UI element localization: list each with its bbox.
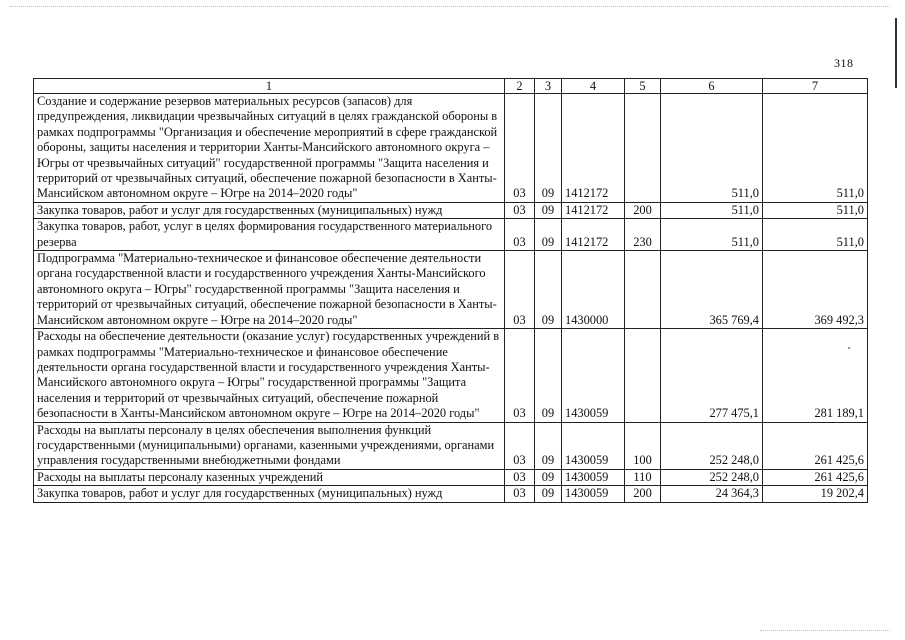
- row-target-code: 1430059: [562, 486, 625, 502]
- page-edge-mark: [895, 18, 897, 88]
- row-amount-1: 252 248,0: [661, 469, 763, 485]
- row-section: 03: [505, 422, 535, 469]
- row-expense-type: [625, 94, 661, 203]
- row-subsection: 09: [535, 94, 562, 203]
- header-row: [34, 79, 868, 94]
- row-section: 03: [505, 219, 535, 251]
- scan-artifact-top: [10, 6, 890, 9]
- row-subsection: 09: [535, 469, 562, 485]
- row-expense-type: [625, 329, 661, 422]
- row-subsection: 09: [535, 251, 562, 329]
- row-target-code: 1430000: [562, 251, 625, 329]
- row-name: Закупка товаров, работ и услуг для государственных (муниципальных) нужд: [34, 202, 505, 218]
- table-row: [34, 422, 868, 469]
- row-expense-type: 100: [625, 422, 661, 469]
- table-row: [34, 219, 868, 251]
- row-target-code: 1412172: [562, 94, 625, 203]
- row-section: 03: [505, 251, 535, 329]
- row-expense-type: 230: [625, 219, 661, 251]
- table-row: [34, 469, 868, 485]
- row-expense-type: 200: [625, 202, 661, 218]
- column-header-5: 5: [625, 79, 661, 94]
- column-header-7: 7: [763, 79, 868, 94]
- row-amount-1: 277 475,1: [661, 329, 763, 422]
- page-number: 318: [834, 56, 854, 70]
- row-section: 03: [505, 329, 535, 422]
- row-amount-2: 511,0: [763, 202, 868, 218]
- table-row: [34, 329, 868, 422]
- row-amount-1: 24 364,3: [661, 486, 763, 502]
- table-row: [34, 486, 868, 502]
- row-amount-1: 511,0: [661, 202, 763, 218]
- row-expense-type: 110: [625, 469, 661, 485]
- budget-table: [33, 78, 868, 503]
- row-subsection: 09: [535, 329, 562, 422]
- row-amount-2: 369 492,3: [763, 251, 868, 329]
- row-section: 03: [505, 94, 535, 203]
- row-amount-2: 511,0: [763, 94, 868, 203]
- row-amount-2: 261 425,6: [763, 422, 868, 469]
- row-subsection: 09: [535, 219, 562, 251]
- row-subsection: 09: [535, 202, 562, 218]
- row-amount-1: 365 769,4: [661, 251, 763, 329]
- row-section: 03: [505, 486, 535, 502]
- table-row: [34, 202, 868, 218]
- row-name: Расходы на выплаты персоналу в целях обеспечения выполнения функций государственными (муниципальными) органами, казенными учреждениями, органами управления государственными внебюджетными фондами: [34, 422, 505, 469]
- row-subsection: 09: [535, 422, 562, 469]
- row-amount-1: 511,0: [661, 94, 763, 203]
- row-name: Создание и содержание резервов материальных ресурсов (запасов) для предупреждения, ликвидации чрезвычайных ситуаций в целях гражданской обороны в рамках подпрограммы "Организация и обеспечение мероприятий в сфере гражданской обороны, защиты населения и территории Ханты-Мансийского автономного округа – Югры от чрезвычайных ситуаций" государственной программы "Защита населения и территорий от чрезвычайных ситуаций, обеспечение пожарной безопасности в Ханты-Мансийском автономном округе – Югре на 2014–2020 годы": [34, 94, 505, 203]
- column-header-2: 2: [505, 79, 535, 94]
- column-header-1: 1: [34, 79, 505, 94]
- row-amount-1: 252 248,0: [661, 422, 763, 469]
- row-amount-2: 281 189,1: [763, 329, 868, 422]
- row-name: Подпрограмма "Материально-техническое и финансовое обеспечение деятельности органа государственной власти и государственного учреждения Ханты-Мансийского автономного округа – Югры" государственной программы "Защита населения и территорий от чрезвычайных ситуаций, обеспечение пожарной безопасности в Ханты-Мансийском автономном округе – Югре на 2014–2020 годы": [34, 251, 505, 329]
- scan-artifact-bottom: [760, 630, 890, 633]
- row-target-code: 1430059: [562, 422, 625, 469]
- row-name: Закупка товаров, работ, услуг в целях формирования государственного материального резерва: [34, 219, 505, 251]
- row-target-code: 1412172: [562, 219, 625, 251]
- row-amount-2: 261 425,6: [763, 469, 868, 485]
- row-target-code: 1412172: [562, 202, 625, 218]
- column-header-6: 6: [661, 79, 763, 94]
- table-row: [34, 94, 868, 203]
- row-amount-2: 19 202,4: [763, 486, 868, 502]
- row-expense-type: 200: [625, 486, 661, 502]
- row-name: Расходы на обеспечение деятельности (оказание услуг) государственных учреждений в рамках подпрограммы "Материально-техническое и финансовое обеспечение деятельности органа государственной власти и государственного учреждения Ханты-Мансийского автономного округа – Югры" государственной программы "Защита населения и территорий от чрезвычайных ситуаций, обеспечение пожарной безопасности в Ханты-Мансийском автономном округе – Югре на 2014–2020 годы": [34, 329, 505, 422]
- row-name: Закупка товаров, работ и услуг для государственных (муниципальных) нужд: [34, 486, 505, 502]
- row-target-code: 1430059: [562, 329, 625, 422]
- column-header-4: 4: [562, 79, 625, 94]
- row-subsection: 09: [535, 486, 562, 502]
- row-section: 03: [505, 469, 535, 485]
- row-section: 03: [505, 202, 535, 218]
- scan-artifact-mark: [848, 347, 850, 349]
- row-target-code: 1430059: [562, 469, 625, 485]
- table-row: [34, 251, 868, 329]
- column-header-3: 3: [535, 79, 562, 94]
- row-amount-1: 511,0: [661, 219, 763, 251]
- row-amount-2: 511,0: [763, 219, 868, 251]
- row-expense-type: [625, 251, 661, 329]
- row-name: Расходы на выплаты персоналу казенных учреждений: [34, 469, 505, 485]
